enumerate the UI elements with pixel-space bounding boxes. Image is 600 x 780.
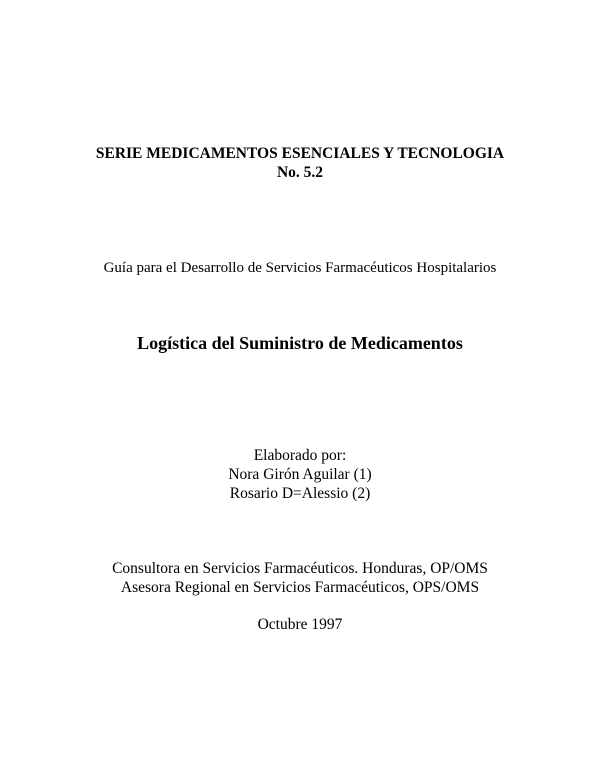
- series-number: No. 5.2: [276, 164, 324, 181]
- main-title: Logística del Suministro de Medicamentos: [137, 333, 463, 353]
- publication-date: Octubre 1997: [257, 616, 343, 633]
- author-name: Nora Girón Aguilar (1): [228, 466, 372, 483]
- author-name: Rosario D=Alessio (2): [229, 485, 371, 502]
- author-affiliation: Asesora Regional en Servicios Farmacéuticos, OPS/OMS: [120, 579, 480, 596]
- guide-title: Guía para el Desarrollo de Servicios Farmacéuticos Hospitalarios: [103, 260, 497, 276]
- prepared-by-label: Elaborado por:: [253, 447, 347, 464]
- series-title: SERIE MEDICAMENTOS ESENCIALES Y TECNOLOGIA: [95, 145, 505, 162]
- author-affiliation: Consultora en Servicios Farmacéuticos. Honduras, OP/OMS: [112, 560, 488, 577]
